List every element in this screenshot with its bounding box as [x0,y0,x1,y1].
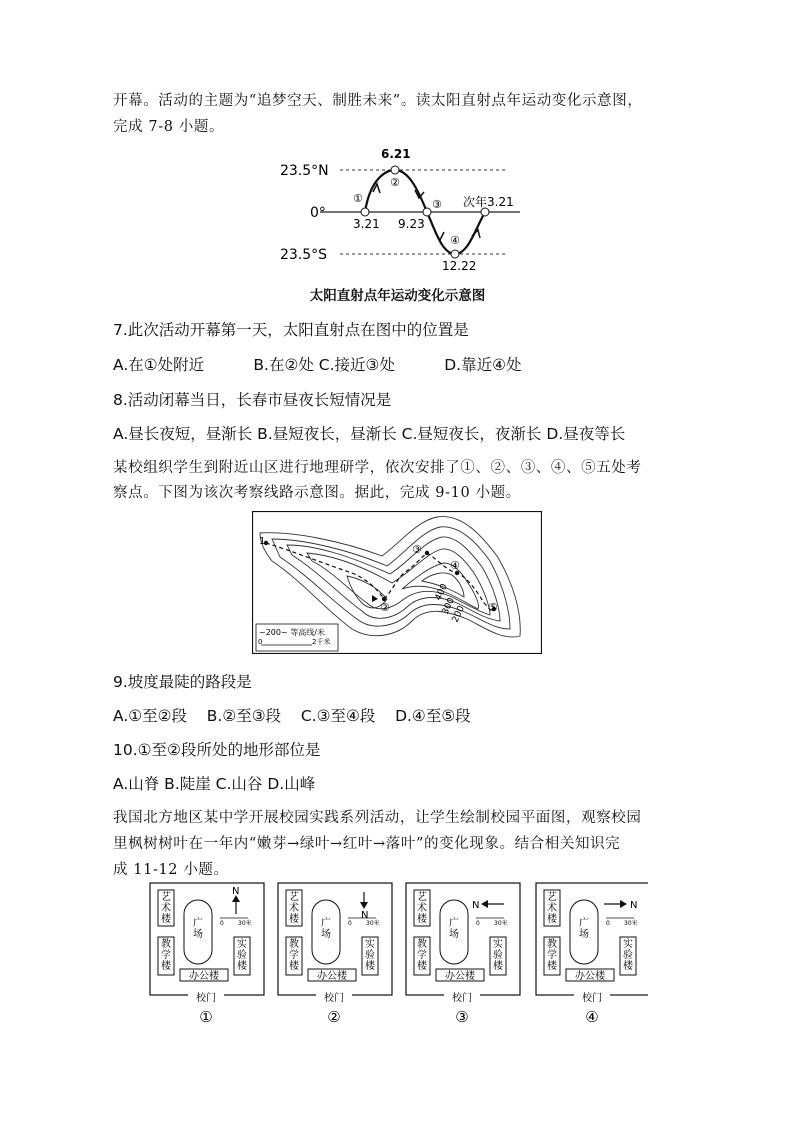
label-point-3: ③ [412,543,422,556]
q7-options: A.在①处附近 B.在②处 C.接近③处 D.靠近④处 [113,356,522,374]
label-point-4: ④ [450,559,460,572]
q8-options: A.昼长夜短，昼渐长 B.昼短夜长，昼渐长 C.昼短夜长，夜渐长 D.昼夜等长 [113,425,626,443]
intro-line-2: 完成 7-8 小题。 [113,119,225,135]
art-building-label: 艺术楼 [289,892,299,925]
plaza-label: 广场 [321,918,331,940]
plaza-label: 广场 [449,918,459,940]
teaching-building-label: 教学楼 [161,939,171,972]
scale-zero: 0 [348,920,352,927]
art-building-label: 艺术楼 [417,892,427,925]
intro2-line-1: 某校组织学生到附近山区进行地理研学，依次安排了①、②、③、④、⑤五处考 [113,460,642,476]
contour-label-400: 400 [433,582,450,603]
gate-label: 校门 [196,993,216,1004]
office-building-label: 办公楼 [189,971,219,982]
teaching-building-label: 教学楼 [417,939,427,972]
campus-plans [148,880,648,1025]
campus-plan-4 [536,883,648,1025]
scale-meters: 30米 [624,920,638,927]
teaching-building-label: 教学楼 [289,939,299,972]
north-label: N [472,900,480,911]
lat-n-label: 23.5°N [280,163,329,179]
label-point-1: 1 [259,536,266,547]
q9-options: A.①至②段 B.②至③段 C.③至④段 D.④至⑤段 [113,707,471,725]
intro3-line-3: 成 11-12 小题。 [113,862,229,878]
label-point-5: ⑤ [488,601,498,614]
office-building-label: 办公楼 [317,971,347,982]
scale-meters: 30米 [494,920,508,927]
north-label: N [232,886,240,897]
campus-plan-1 [150,883,264,1025]
point-3 [425,551,429,555]
lab-building-label: 实验楼 [365,939,375,972]
contour-label-200: 200 [450,604,467,625]
sun-icon-621 [391,166,399,174]
scale-zero: 0 [606,920,610,927]
plan-number-label: ③ [455,1008,469,1025]
gate-label: 校门 [324,993,344,1004]
plaza-label: 广场 [579,918,589,940]
sun-icon-1222 [451,250,459,258]
date-923: 9.23 [398,217,425,231]
intro-line-1: 开幕。活动的主题为“追梦空天、制胜未来”。读太阳直射点年运动变化示意图， [113,93,643,109]
legend-zero: 0 [258,638,263,646]
campus-plan-3 [406,883,520,1025]
gate-label: 校门 [582,993,602,1004]
plan-number-label: ④ [585,1008,599,1025]
sun-icon-321 [361,208,369,216]
date-621: 6.21 [381,147,411,161]
legend-contour: ~200~ 等高线/米 [259,628,325,637]
teaching-building-label: 教学楼 [547,939,557,972]
q10-stem: 10.①至②段所处的地形部位是 [113,741,321,759]
intro2-line-2: 察点。下图为该次考察线路示意图。据此，完成 9-10 小题。 [113,485,521,501]
mark-4: ④ [450,234,460,247]
scale-meters: 30米 [238,920,252,927]
q9-stem: 9.坡度最陡的路段是 [113,673,252,691]
lab-building-label: 实验楼 [623,939,633,972]
q10-options: A.山脊 B.陡崖 C.山谷 D.山峰 [113,775,316,793]
contour-label-300: 300 [440,596,457,617]
mark-2: ② [390,176,400,189]
scale-zero: 0 [220,920,224,927]
lab-building-label: 实验楼 [237,939,247,972]
scale-zero: 0 [476,920,480,927]
plaza-label: 广场 [193,918,203,940]
date-1222: 12.22 [442,259,477,273]
scale-meters: 30米 [366,920,380,927]
sun-icon-next321 [481,208,489,216]
contour-route-map [252,511,542,654]
lat-0-label: 0° [310,205,326,221]
plan-number-label: ① [199,1008,213,1025]
mark-1: ① [353,192,363,205]
gate-label: 校门 [452,993,472,1004]
q8-stem: 8.活动闭幕当日，长春市昼夜长短情况是 [113,391,392,409]
intro3-line-1: 我国北方地区某中学开展校园实践系列活动，让学生绘制校园平面图，观察校园 [113,810,642,826]
north-label: N [630,900,638,911]
lab-building-label: 实验楼 [493,939,503,972]
label-point-2: ② [380,601,390,614]
campus-plan-2 [278,883,392,1025]
sun-movement-diagram [270,140,530,275]
intro3-line-2: 里枫树树叶在一年内“嫩芽→绿叶→红叶→落叶”的变化现象。结合相关知识完 [113,836,621,852]
office-building-label: 办公楼 [445,971,475,982]
sun-diagram-caption: 太阳直射点年运动变化示意图 [309,288,486,304]
plan-number-label: ② [327,1008,341,1025]
sun-icon-923 [423,208,431,216]
office-building-label: 办公楼 [575,971,605,982]
date-next-321: 次年3.21 [463,195,514,209]
north-label: N [361,910,369,921]
q7-stem: 7.此次活动开幕第一天，太阳直射点在图中的位置是 [113,321,469,339]
lat-s-label: 23.5°S [280,247,328,263]
legend-km: 2千米 [312,638,331,646]
art-building-label: 艺术楼 [161,892,171,925]
date-321: 3.21 [353,217,380,231]
mark-3: ③ [432,198,442,211]
art-building-label: 艺术楼 [547,892,557,925]
